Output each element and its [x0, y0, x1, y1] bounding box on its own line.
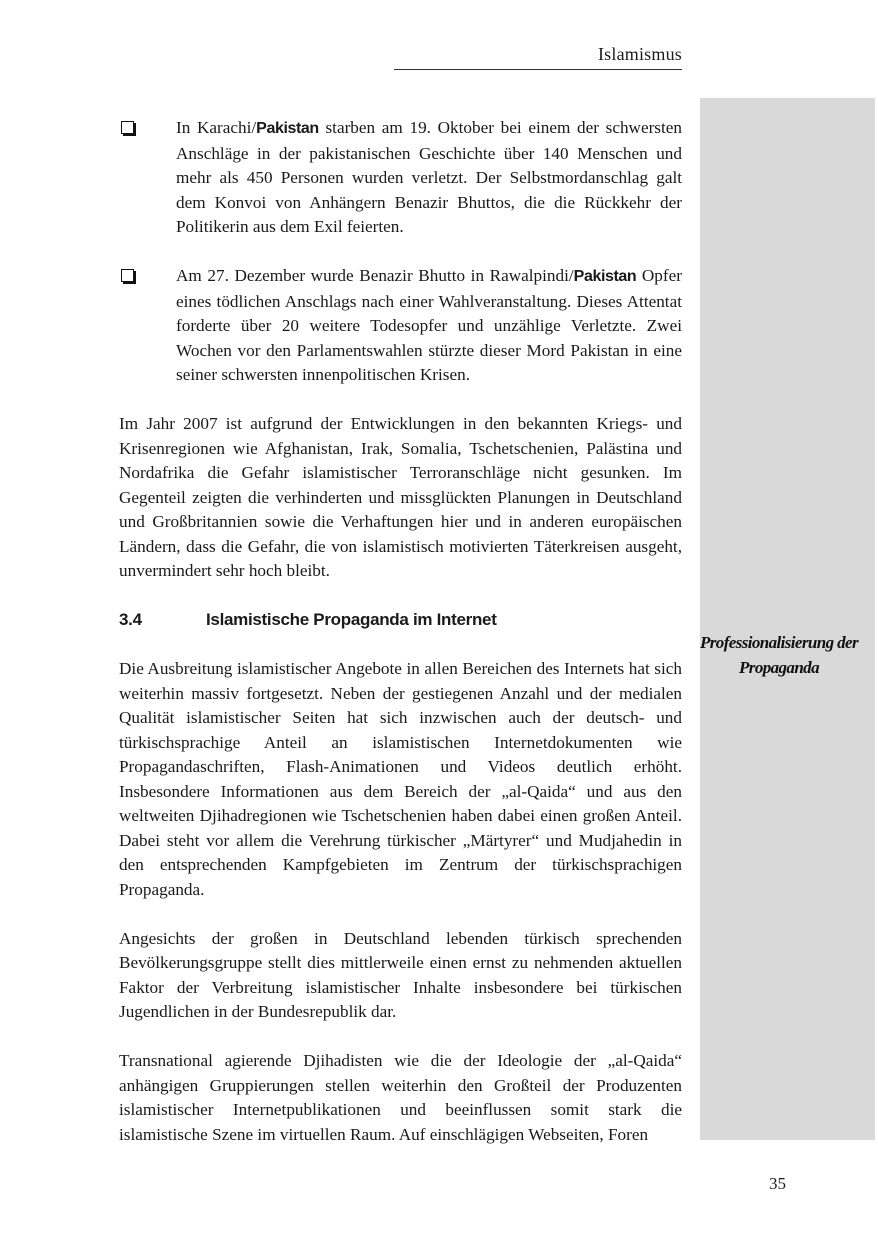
main-content	[119, 116, 682, 1172]
bullet-keyword: Pakistan	[256, 120, 319, 137]
section-title: Islamistische Propaganda im Internet	[206, 610, 497, 629]
bullet-text-before: Am 27. Dezember wurde Benazir Bhutto in Rawalpindi/	[176, 266, 574, 285]
section-number: 3.4	[119, 610, 142, 629]
margin-sidebar	[700, 98, 875, 1140]
bullet-item	[119, 264, 682, 388]
bullet-text-before: In Karachi/	[176, 118, 257, 137]
page-number: 35	[769, 1174, 786, 1193]
body-paragraph: Transnational agierende Djihadisten wie die der Ideologie der „al-Qaida“ anhängigen Gruppierungen stellen weiterhin den Großteil der Produzenten islamistischer Internetpublikationen und beeinflussen somit stark die islamistische Szene im virtuellen Raum. Auf einschlägigen Webseiten, Foren	[119, 1051, 682, 1144]
header-rule	[394, 69, 682, 70]
margin-note: Professionalisierung der Propaganda	[700, 633, 858, 677]
checkbox-bullet-icon	[121, 121, 134, 134]
intro-paragraph: Im Jahr 2007 ist aufgrund der Entwicklungen in den bekannten Kriegs- und Krisenregionen wie Afghanistan, Irak, Somalia, Tschetschenien, Palästina und Nordafrika die Gefahr islamistischer Terroranschläge nicht gesunken. Im Gegenteil zeigten die verhinderten und missglückten Planungen in Deutschland und Großbritannien sowie die Verhaftungen hier und in anderen europäischen Ländern, dass die Gefahr, die von islamistisch motivierten Täterkreisen ausgeht, unvermindert sehr hoch bleibt.	[119, 414, 682, 580]
body-paragraph: Die Ausbreitung islamistischer Angebote in allen Bereichen des Internets hat sich weiterhin massiv fortgesetzt. Neben der gestiegenen Anzahl und der medialen Qualität islamistischer Seiten hat sich inzwischen auch der deutsch- und türkischsprachige Anteil an islamistischen Internetdokumenten wie Propagandaschriften, Flash-Animationen und Videos deutlich erhöht. Insbesondere Informationen aus dem Bereich der „al-Qaida“ und aus den weltweiten Djihadregionen wie Tschetschenien haben dabei einen großen Anteil. Dabei steht vor allem die Verehrung türkischer „Märtyrer“ und Mudjahedin in den entsprechenden Kampfgebieten im Zentrum der türkischsprachigen Propaganda.	[119, 659, 682, 899]
running-header: Islamismus	[597, 44, 682, 64]
body-paragraph: Angesichts der großen in Deutschland lebenden türkisch sprechenden Bevölkerungsgruppe stellt dies mittlerweile einen ernst zu nehmenden aktuellen Faktor der Verbreitung islamistischer Inhalte insbesondere bei türkischen Jugendlichen in der Bundesrepublik dar.	[119, 928, 682, 1021]
bullet-text-after: Opfer eines tödlichen Anschlags nach einer Wahlveranstaltung. Dieses Attentat forderte über 20 weitere Todesopfer und unzählige Verletzte. Zwei Wochen vor den Parlamentswahlen stürzte dieser Mord Pakistan in eine seiner schwersten innenpolitischen Krisen.	[176, 266, 682, 384]
bullet-text-after: starben am 19. Oktober bei einem der schwersten Anschläge in der pakistanischen Geschichte über 140 Menschen und mehr als 450 Personen wurden verletzt. Der Selbstmordanschlag galt dem Konvoi von Anhängern Benazir Bhuttos, die die Rückkehr der Politikerin aus dem Exil feierten.	[176, 118, 682, 236]
bullet-keyword: Pakistan	[573, 268, 637, 285]
bullet-item	[119, 116, 682, 240]
checkbox-bullet-icon	[121, 269, 134, 282]
section-heading	[119, 608, 682, 633]
